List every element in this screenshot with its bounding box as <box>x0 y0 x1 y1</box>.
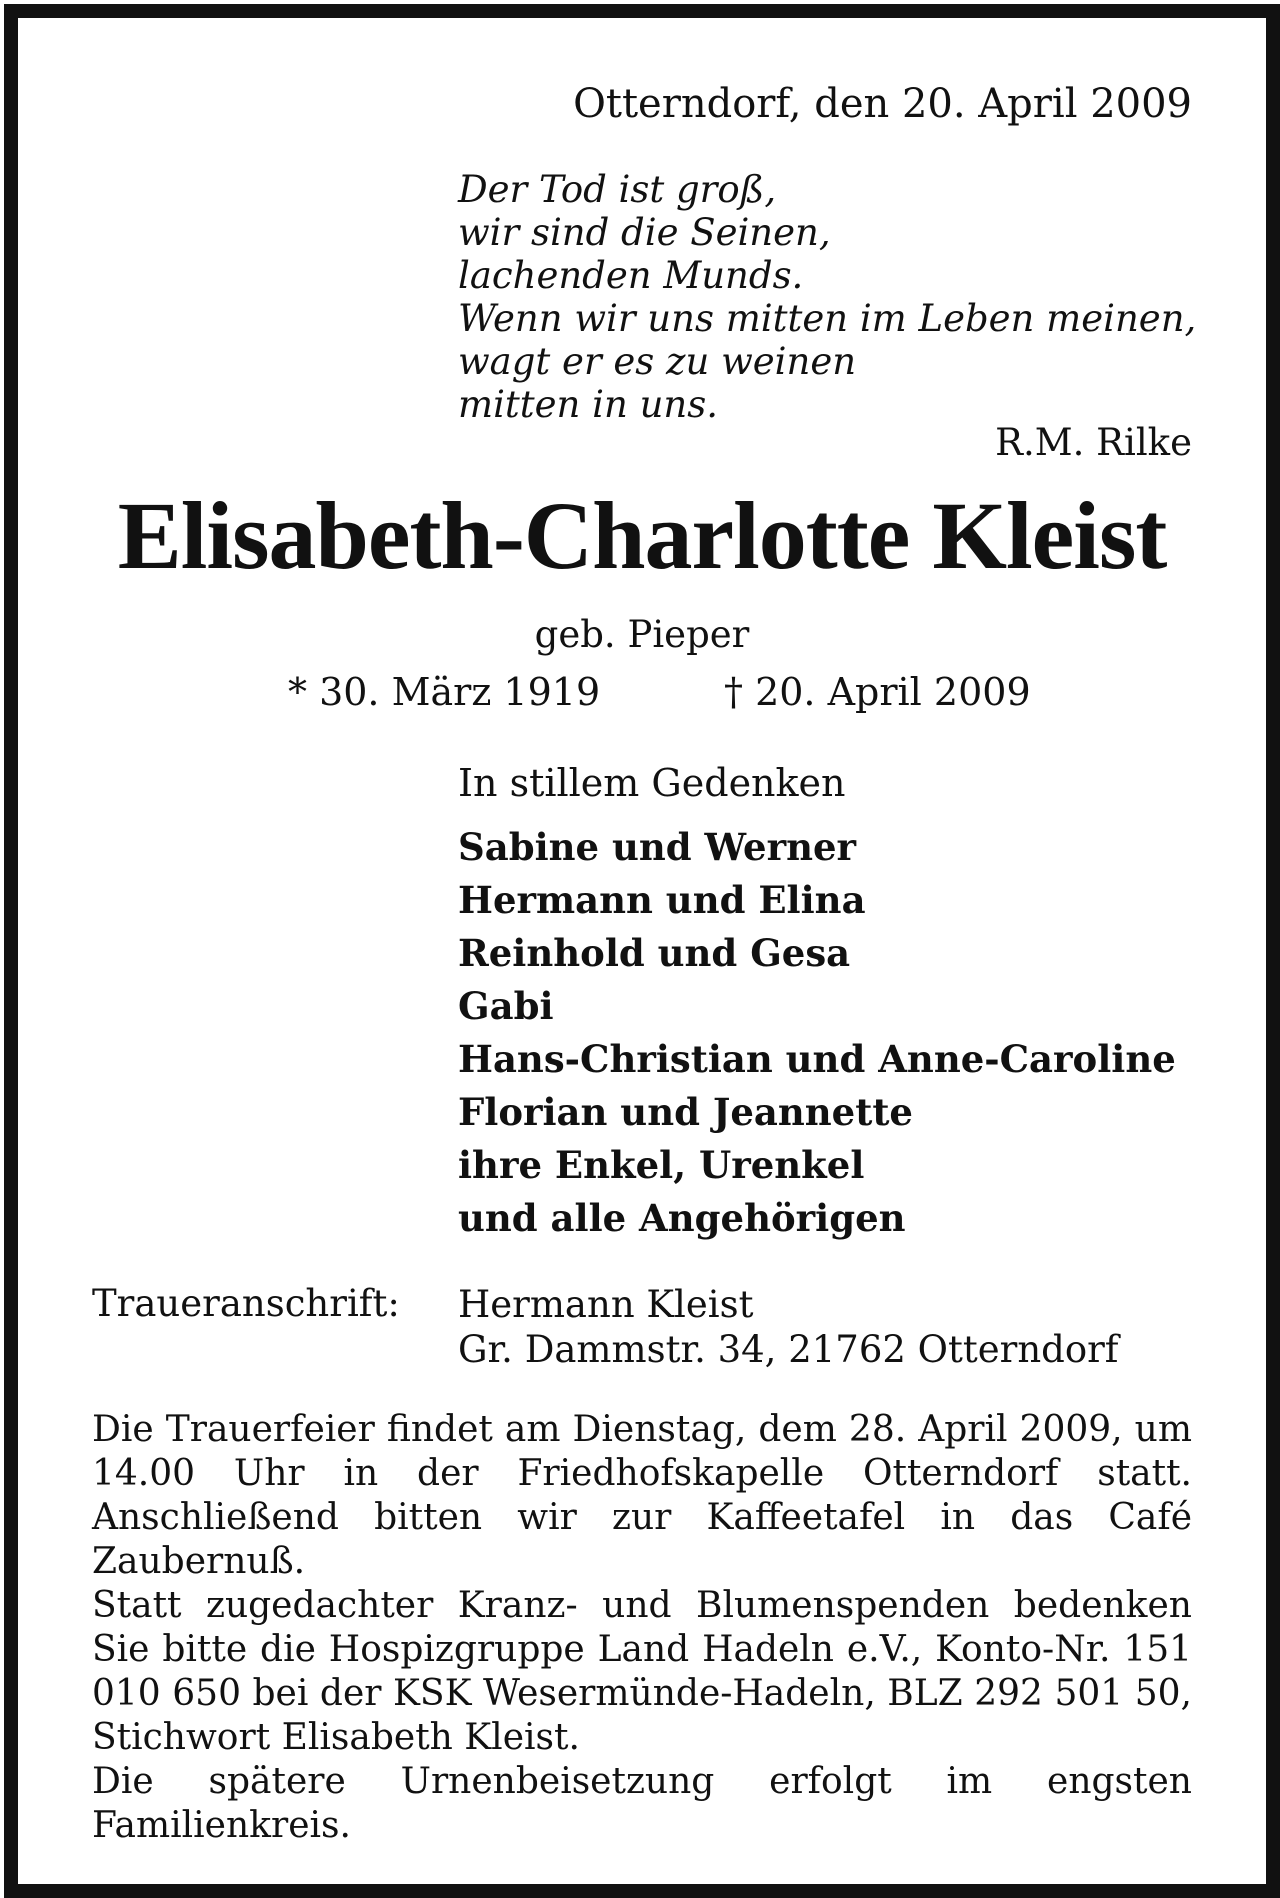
poem-author: R.M. Rilke <box>995 421 1192 464</box>
mourner: Sabine und Werner <box>458 825 857 869</box>
address-street: Gr. Dammstr. 34, 21762 Otterndorf <box>458 1328 1119 1371</box>
mourner: Reinhold und Gesa <box>458 931 851 975</box>
obituary-content <box>92 18 1197 1884</box>
funeral-notice <box>92 1408 1192 1848</box>
poem-line: Der Tod ist groß, <box>458 168 777 211</box>
mourning-address <box>458 1282 1119 1372</box>
funeral-info: Die Trauerfeier findet am Dienstag, dem 28. April 2009, um 14.00 Uhr in der Friedhofskapelle Otterndorf statt. Anschließend bitten wir zur Kaffeetafel in das Café Zaubernuß. <box>92 1409 1192 1582</box>
deceased-name: Elisabeth-Charlotte Kleist <box>117 482 1167 589</box>
burial-info: Die spätere Urnenbeisetzung erfolgt im engsten Familienkreis. <box>92 1761 1192 1846</box>
mourner: und alle Angehörigen <box>458 1196 906 1240</box>
obituary-frame <box>4 4 1280 1898</box>
place-date: Otterndorf, den 20. April 2009 <box>573 81 1192 127</box>
maiden-name: geb. Pieper <box>534 613 750 656</box>
birth-date: * 30. März 1919 <box>288 670 601 714</box>
poem-line: Wenn wir uns mitten im Leben meinen, <box>458 297 1197 340</box>
mourner: Hermann und Elina <box>458 878 866 922</box>
mourner: ihre Enkel, Urenkel <box>458 1143 865 1187</box>
mourning-title: In stillem Gedenken <box>458 761 846 805</box>
poem-line: mitten in uns. <box>458 383 718 426</box>
poem-line: wagt er es zu weinen <box>458 340 857 383</box>
mourner: Hans-Christian und Anne-Caroline <box>458 1037 1176 1081</box>
poem-line: lachenden Munds. <box>458 254 804 297</box>
mourner: Florian und Jeannette <box>458 1090 913 1134</box>
mourners-list <box>458 821 1176 1245</box>
mourner: Gabi <box>458 984 554 1028</box>
death-date: † 20. April 2009 <box>724 670 1031 714</box>
address-label: Traueranschrift: <box>92 1282 400 1325</box>
donation-info: Statt zugedachter Kranz- und Blumenspenden bedenken Sie bitte die Hospizgruppe Land Hadeln e.V., Konto-Nr. 151 010 650 bei der KSK Wesermünde-Hadeln, BLZ 292 501 50, Stichwort Elisabeth Kleist. <box>92 1585 1192 1758</box>
poem <box>458 168 1197 426</box>
address-name: Hermann Kleist <box>458 1283 754 1326</box>
poem-line: wir sind die Seinen, <box>458 211 831 254</box>
